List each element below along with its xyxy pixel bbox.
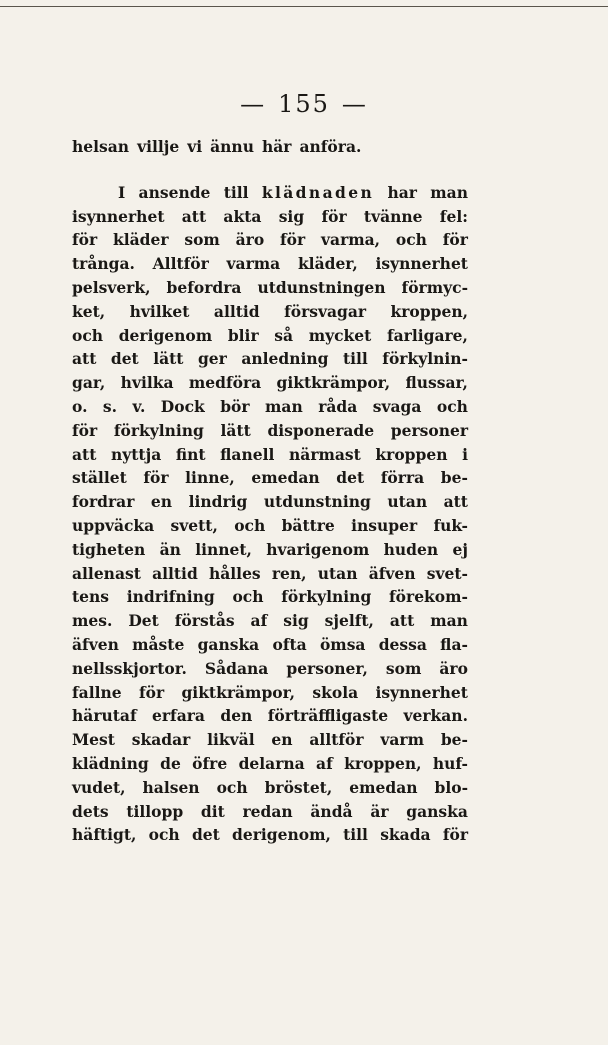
word: för: [138, 682, 165, 702]
word: ej: [452, 539, 468, 559]
text-line: [72, 205, 468, 229]
word: bröstet,: [264, 777, 333, 797]
word: ren,: [271, 563, 307, 583]
word: redan: [242, 801, 293, 821]
word: klädnaden: [261, 182, 375, 202]
word: kroppen: [375, 444, 448, 464]
text-line: [72, 657, 468, 681]
text-line: [72, 347, 468, 371]
word: alltid: [152, 563, 198, 583]
word: alltför: [309, 730, 364, 750]
word: insuper: [351, 515, 418, 535]
word: helsan: [72, 137, 130, 156]
word: man: [430, 182, 468, 202]
word: gar,: [72, 373, 106, 393]
word: emedan: [251, 468, 320, 488]
word: dit: [200, 801, 225, 821]
word: kroppen,: [344, 753, 422, 773]
page-header: [0, 86, 608, 122]
word: linne,: [185, 468, 235, 488]
word: blo-: [434, 777, 468, 797]
word: fel:: [439, 206, 468, 226]
word: flussar,: [405, 373, 468, 393]
word: det: [191, 825, 220, 845]
word: och: [234, 515, 266, 535]
word: sig: [283, 611, 309, 631]
word: ändå: [310, 801, 353, 821]
word: för: [143, 468, 169, 488]
word: isynnerhet: [72, 206, 165, 226]
word: derigenom: [118, 325, 213, 345]
word: ömsa: [319, 634, 366, 654]
word: fuk-: [433, 515, 468, 535]
word: och: [148, 825, 180, 845]
word: en: [150, 492, 173, 512]
word: ganska: [197, 634, 260, 654]
word: ket,: [72, 301, 106, 321]
word: råda: [318, 396, 358, 416]
word: äro: [439, 658, 468, 678]
word: huden: [383, 539, 439, 559]
word: varm: [380, 730, 424, 750]
word: tigheten: [72, 539, 146, 559]
word: fordrar: [72, 492, 135, 512]
word: Sådana: [204, 658, 269, 678]
word: för: [72, 420, 98, 440]
text-line: [72, 276, 468, 300]
word: verkan.: [403, 706, 468, 726]
word: kläder,: [297, 254, 358, 274]
word: tillopp: [126, 801, 184, 821]
word: derigenom,: [232, 825, 331, 845]
word: måste: [132, 634, 185, 654]
word: giktkrämpor,: [276, 373, 391, 393]
word: ger: [197, 349, 227, 369]
word: och: [72, 325, 104, 345]
word: för: [321, 206, 347, 226]
text-line: [72, 800, 468, 824]
word: varma,: [321, 230, 381, 250]
text-line: [72, 538, 468, 562]
word: man: [265, 396, 303, 416]
word: dessa: [378, 634, 427, 654]
text-line: [72, 252, 468, 276]
word: för: [72, 230, 98, 250]
word: en: [271, 730, 293, 750]
word: att: [72, 349, 97, 369]
word: äro: [235, 230, 265, 250]
word: anföra.: [299, 137, 362, 156]
word: förträffligaste: [267, 706, 389, 726]
word: att: [72, 444, 97, 464]
text-line: [72, 562, 468, 586]
word: och: [436, 396, 468, 416]
word: svett,: [170, 515, 218, 535]
text-line: [72, 466, 468, 490]
word: häftigt,: [72, 825, 137, 845]
word: lindrig: [188, 492, 248, 512]
word: för: [442, 230, 468, 250]
word: trånga.: [72, 254, 135, 274]
word: öfre: [192, 753, 228, 773]
word: så: [274, 325, 294, 345]
word: förkylnin-: [382, 349, 468, 369]
word: fallne: [72, 682, 122, 702]
word: isynnerhet: [375, 682, 468, 702]
word: förkylning: [281, 587, 372, 607]
word: i: [462, 444, 468, 464]
word: isynnerhet: [375, 254, 468, 274]
word: förstås: [174, 611, 235, 631]
word: som: [184, 230, 220, 250]
header-dash-right: —: [341, 90, 368, 118]
word: klädning: [72, 753, 149, 773]
word: vudet,: [72, 777, 126, 797]
word: befordra: [166, 277, 242, 297]
text-line: [72, 181, 468, 205]
word: förra: [380, 468, 425, 488]
word: skada: [380, 825, 431, 845]
word: Alltför: [152, 254, 209, 274]
word: fint: [175, 444, 206, 464]
word: äfven: [368, 563, 416, 583]
word: s.: [102, 396, 118, 416]
word: I: [118, 182, 126, 202]
word: af: [250, 611, 268, 631]
word: nellsskjortor.: [72, 658, 187, 678]
body-text: [72, 135, 468, 847]
word: kroppen,: [390, 301, 468, 321]
word: sjelft,: [324, 611, 374, 631]
word: anledning: [241, 349, 329, 369]
word: varma: [226, 254, 281, 274]
word: är: [370, 801, 389, 821]
word: till: [223, 182, 249, 202]
word: utdunstning: [263, 492, 371, 512]
text-line: [72, 443, 468, 467]
word: farligare,: [386, 325, 468, 345]
word: utan: [317, 563, 358, 583]
word: delarna: [238, 753, 305, 773]
word: dets: [72, 801, 109, 821]
text-line: [72, 490, 468, 514]
text-line: [72, 752, 468, 776]
word: huf-: [432, 753, 468, 773]
word: hvilka: [120, 373, 174, 393]
word: här: [261, 137, 292, 156]
word: tvänne: [363, 206, 423, 226]
word: blir: [227, 325, 259, 345]
word: villje: [137, 137, 180, 156]
word: som: [385, 658, 422, 678]
word: allenast: [72, 563, 141, 583]
word: linnet,: [195, 539, 252, 559]
word: sig: [278, 206, 305, 226]
word: utan: [387, 492, 428, 512]
word: pelsverk,: [72, 277, 151, 297]
word: fla-: [440, 634, 468, 654]
word: härutaf: [72, 706, 137, 726]
word: för: [442, 825, 468, 845]
word: att: [389, 611, 415, 631]
word: personer,: [286, 658, 368, 678]
word: ansende: [138, 182, 211, 202]
word: och: [395, 230, 427, 250]
word: mes.: [72, 611, 113, 631]
word: ganska: [406, 801, 468, 821]
word: försvagar: [284, 301, 367, 321]
word: förekom-: [389, 587, 468, 607]
text-line: [72, 419, 468, 443]
word: den: [220, 706, 253, 726]
word: närmast: [289, 444, 361, 464]
text-line: [72, 704, 468, 728]
word: utdunstningen: [257, 277, 386, 297]
word: ofta: [272, 634, 307, 654]
word: har: [387, 182, 417, 202]
word: stället: [72, 468, 127, 488]
word: indrifning: [126, 587, 215, 607]
word: bör: [220, 396, 250, 416]
word: be-: [440, 468, 468, 488]
word: alltid: [213, 301, 260, 321]
word: för: [280, 230, 306, 250]
header-dash-left: —: [240, 90, 267, 118]
word: de: [160, 753, 181, 773]
word: medföra: [188, 373, 262, 393]
word: förmyc-: [401, 277, 468, 297]
word: akta: [223, 206, 262, 226]
word: till: [343, 825, 368, 845]
word: man: [430, 611, 468, 631]
word: det: [336, 468, 365, 488]
word: ännu: [210, 137, 254, 156]
word: Det: [128, 611, 159, 631]
word: det: [110, 349, 139, 369]
word: erfara: [152, 706, 205, 726]
word: skola: [312, 682, 359, 702]
text-line: [72, 585, 468, 609]
word: förkylning: [113, 420, 204, 440]
word: nyttja: [110, 444, 162, 464]
word: Mest: [72, 730, 115, 750]
word: personer: [390, 420, 468, 440]
word: lätt: [220, 420, 251, 440]
text-line: [72, 371, 468, 395]
word: hvilket: [129, 301, 190, 321]
text-line: [72, 228, 468, 252]
word: mycket: [308, 325, 372, 345]
word: vi: [187, 137, 203, 156]
word: till: [342, 349, 368, 369]
word: uppväcka: [72, 515, 155, 535]
word: hålles: [208, 563, 261, 583]
word: att: [443, 492, 468, 512]
word: svet-: [426, 563, 468, 583]
text-line: [72, 395, 468, 419]
text-line: [72, 514, 468, 538]
word: lätt: [153, 349, 184, 369]
word: be-: [440, 730, 468, 750]
text-line: [72, 135, 468, 159]
word: giktkrämpor,: [181, 682, 296, 702]
word: bättre: [281, 515, 335, 535]
text-line: [72, 324, 468, 348]
text-line: [72, 823, 468, 847]
text-line: [72, 300, 468, 324]
word: skadar: [131, 730, 191, 750]
word: och: [216, 777, 248, 797]
text-line: [72, 776, 468, 800]
word: halsen: [142, 777, 200, 797]
word: tens: [72, 587, 110, 607]
text-line: [72, 609, 468, 633]
word: v.: [132, 396, 146, 416]
word: Dock: [160, 396, 205, 416]
word: likväl: [207, 730, 255, 750]
page-number: 155: [278, 90, 330, 118]
text-line: [72, 728, 468, 752]
word: svaga: [372, 396, 422, 416]
word: emedan: [349, 777, 418, 797]
word: o.: [72, 396, 88, 416]
word: än: [159, 539, 181, 559]
word: och: [232, 587, 264, 607]
word: af: [316, 753, 333, 773]
word: att: [181, 206, 207, 226]
word: flanell: [220, 444, 275, 464]
word: hvarigenom: [266, 539, 370, 559]
word: disponerade: [267, 420, 375, 440]
word: kläder: [113, 230, 169, 250]
word: äfven: [72, 634, 119, 654]
text-line: [72, 681, 468, 705]
text-line: [72, 633, 468, 657]
page-top-edge: [0, 6, 608, 7]
